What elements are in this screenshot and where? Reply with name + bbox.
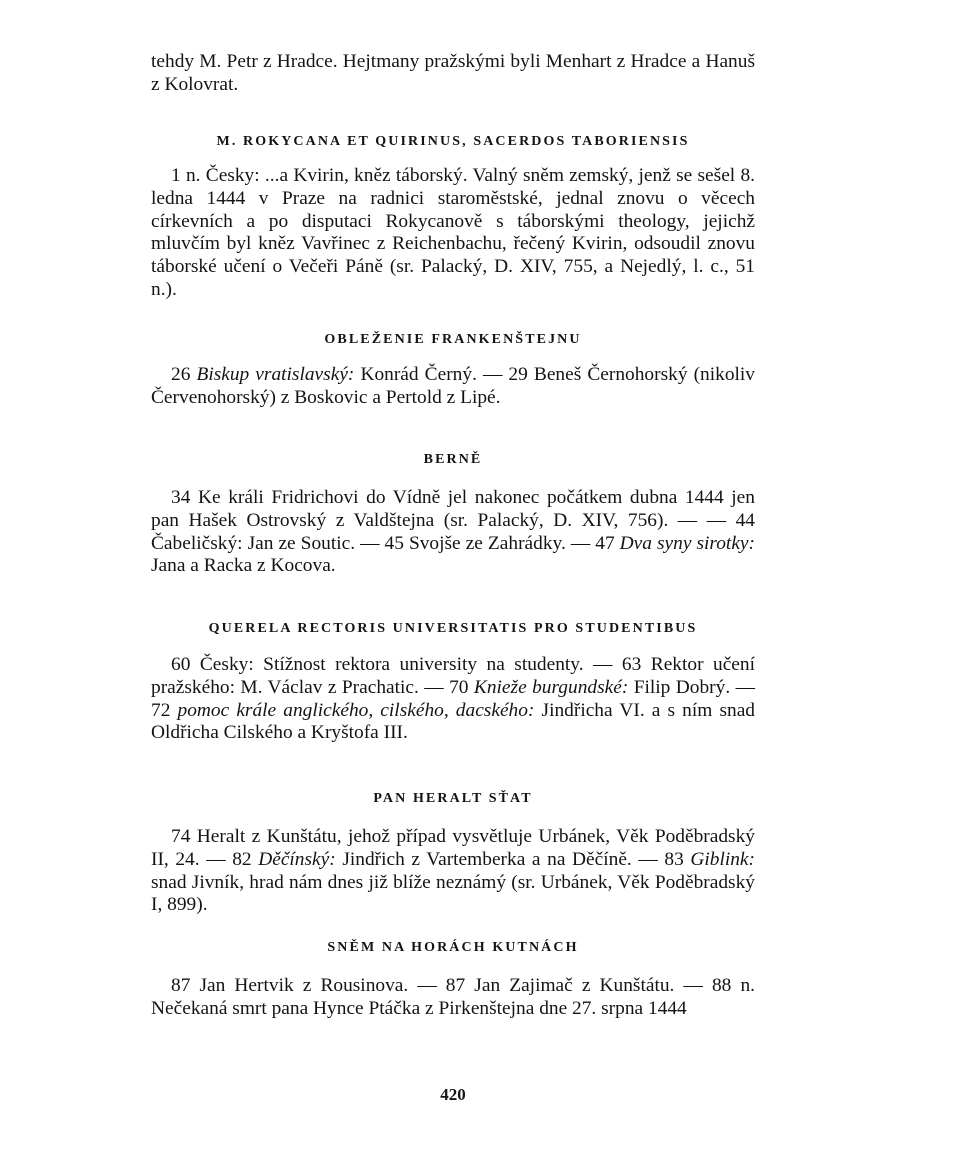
page-number: 420 (440, 1085, 466, 1104)
text-run: 87 Jan Hertvik z Rousinova. — 87 Jan Zajimač z Kunštátu. — 88 n. Nečekaná smrt pana Hynce Ptáčka z Pirkenštejna dne 27. srpna 1444 (151, 975, 755, 1019)
paragraph-2 (151, 364, 755, 410)
section-heading-1: M. ROKYCANA ET QUIRINUS, SACERDOS TABORIENSIS (216, 134, 690, 149)
italic-text-run: pomoc krále anglického, cilského, dacského: (177, 699, 535, 721)
text-run: 34 Ke králi Fridrichovi do Vídně jel nakonec počátkem dubna 1444 jen pan Hašek Ostrovský z Valdštejna (sr. Palacký, D. XIV, 756). — — 44 Čabeličský: Jan ze Soutic. — 45 Svojše ze Zahrádky. — 47 (151, 487, 755, 554)
italic-text-run: Giblink: (690, 848, 755, 870)
paragraph-5 (151, 826, 755, 917)
italic-text-run: Děčínský: (258, 848, 336, 870)
text-run: Jindřicha VI. a s ním snad Oldřicha Cilského a Kryštofa III. (151, 699, 755, 744)
section-heading-4: QUERELA RECTORIS UNIVERSITATIS PRO STUDENTIBUS (208, 621, 698, 636)
section-heading-3: BERNĚ (423, 452, 483, 467)
section-5 (151, 826, 755, 917)
text-run: Jana a Racka z Kocova. (151, 555, 336, 577)
section-heading-5: PAN HERALT SŤAT (373, 791, 533, 806)
paragraph-0 (151, 51, 755, 97)
section-heading-2: OBLEŽENIE FRANKENŠTEJNU (324, 332, 582, 347)
italic-text-run: Knieže burgundské: (473, 676, 629, 698)
text-run: Konrád Černý. — 29 Beneš Černohorský (nikoliv Červenohorský) z Boskovic a Pertold z Lipé. (151, 364, 755, 408)
section-6 (151, 975, 755, 1021)
text-run: snad Jivník, hrad nám dnes již blíže neznámý (sr. Urbánek, Věk Poděbradský I, 899). (151, 871, 755, 916)
section-1 (151, 165, 755, 302)
text-run: Filip Dobrý. — 72 (151, 676, 755, 721)
paragraph-4 (151, 654, 755, 745)
italic-text-run: Dva syny sirotky: (619, 532, 755, 554)
text-run: Jindřich z Vartemberka a na Děčíně. — 83 (335, 848, 691, 870)
section-3 (151, 487, 755, 578)
text-run: 60 Česky: Stížnost rektora university na studenty. — 63 Rektor učení pražského: M. Václav z Prachatic. — 70 (151, 654, 755, 698)
paragraph-1 (151, 165, 755, 302)
paragraph-3 (151, 487, 755, 578)
paragraph-6 (151, 975, 755, 1021)
section-4 (151, 654, 755, 745)
text-run: 1 n. Česky: ...a Kvirin, kněz táborský. Valný sněm zemský, jenž se sešel 8. ledna 1444 v Praze na radnici staroměstské, jednal znovu o věcech církevních a po disputaci Rokycanově s táborskými theology, jejichž mluvčím byl kněz Vavřinec z Reichenbachu, řečený Kvirin, odsoudil znovu táborské učení o Večeři Páně (sr. Palacký, D. XIV, 755, a Nejedlý, l. c., 51 n.). (151, 165, 755, 300)
text-run: tehdy M. Petr z Hradce. Hejtmany pražskými byli Menhart z Hradce a Hanuš z Kolovrat. (151, 51, 755, 95)
section-2 (151, 364, 755, 410)
section-heading-6: SNĚM NA HORÁCH KUTNÁCH (327, 940, 579, 955)
section-0 (151, 51, 755, 97)
text-run: 26 (171, 364, 197, 385)
text-run: 74 Heralt z Kunštátu, jehož případ vysvětluje Urbánek, Věk Poděbradský II, 24. — 82 (151, 826, 755, 870)
italic-text-run: Biskup vratislavský: (196, 364, 355, 385)
